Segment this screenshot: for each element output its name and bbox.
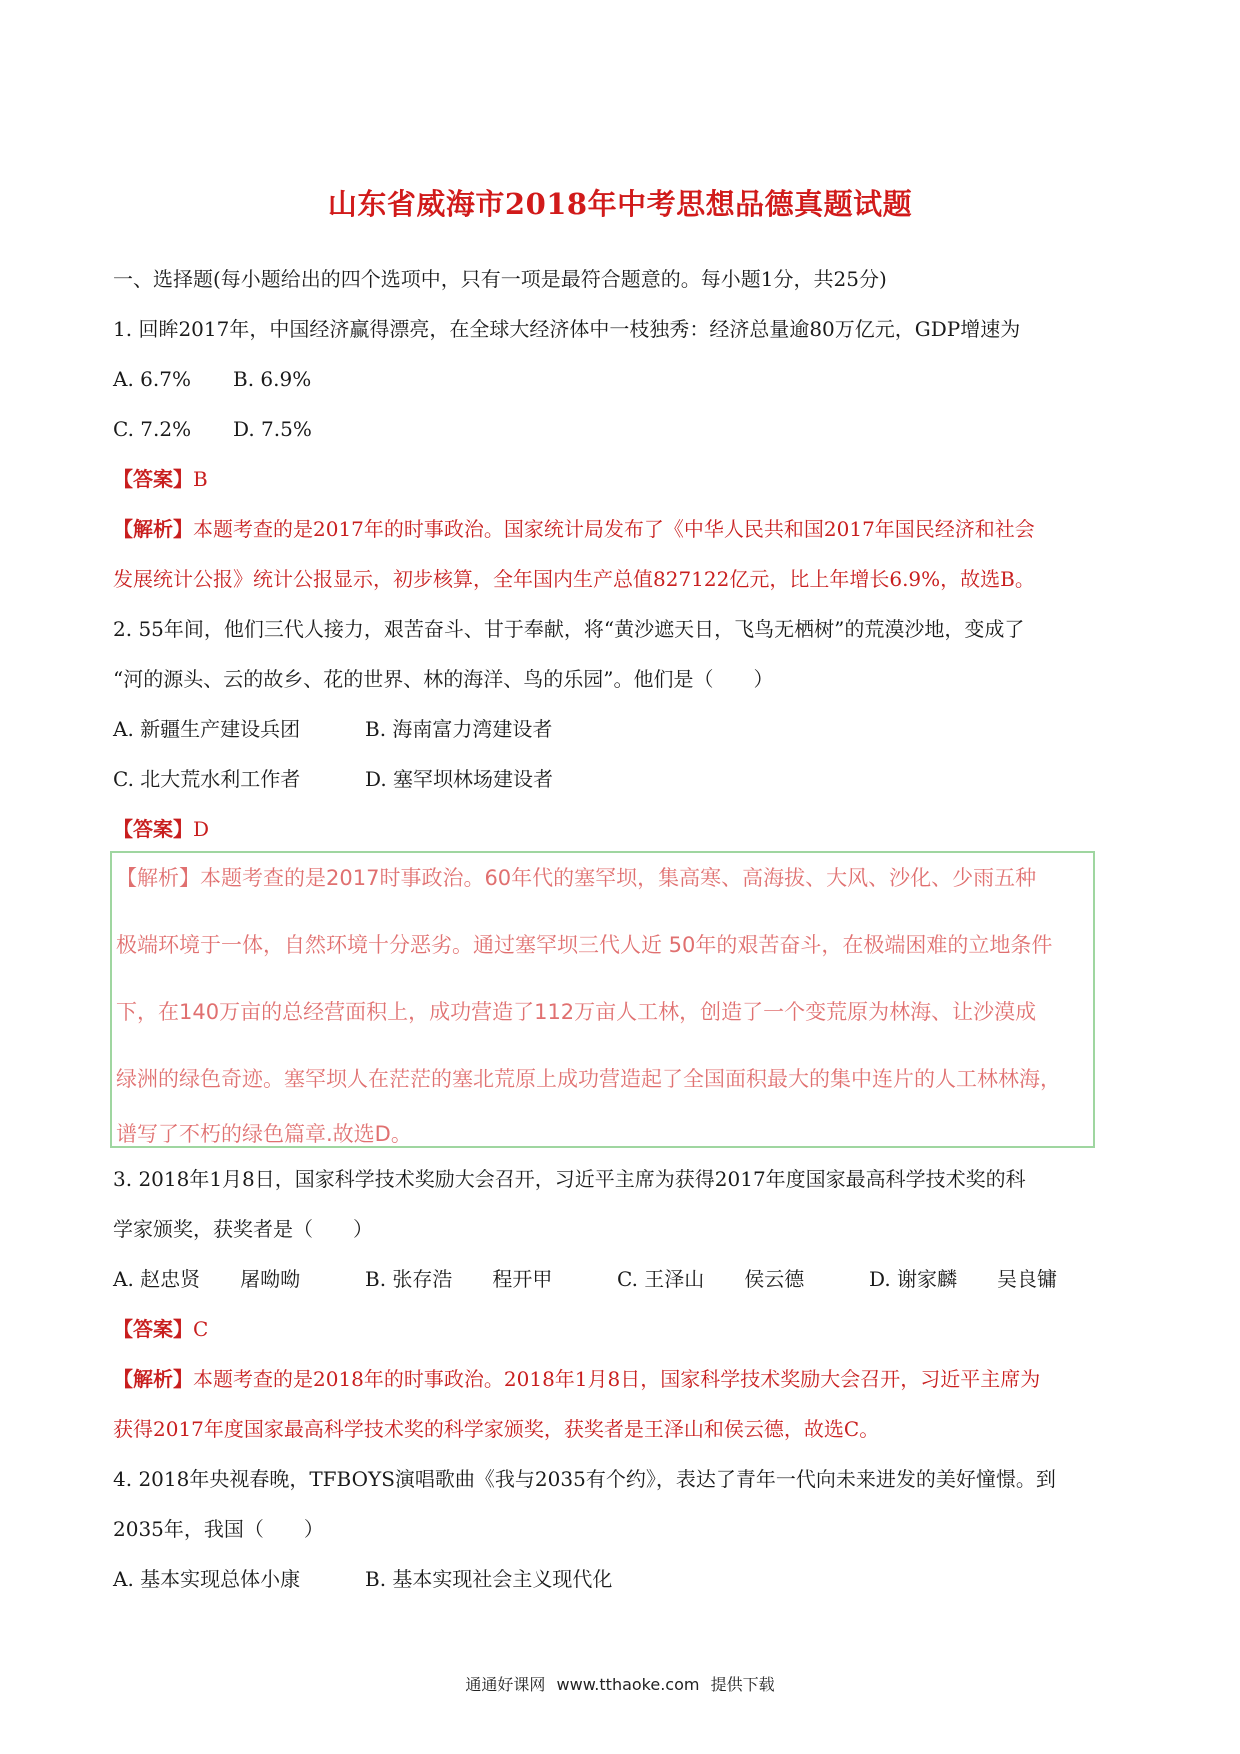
option-b: B. 6.9% bbox=[233, 367, 312, 391]
section-heading: 一、选择题(每小题给出的四个选项中，只有一项是最符合题意的。每小题1分，共25分) bbox=[113, 267, 887, 291]
question-2-stem-line-2: “河的源头、云的故乡、花的世界、林的海洋、鸟的乐园”。他们是（ ） bbox=[113, 667, 774, 691]
option-d: D. 塞罕坝林场建设者 bbox=[365, 767, 554, 791]
question-1-stem: 1. 回眸2017年，中国经济赢得漂亮，在全球大经济体中一枝独秀：经济总量逾80万亿元，GDP增速为 bbox=[113, 317, 1021, 341]
answer-tag: 【答案】 bbox=[113, 817, 193, 841]
analysis-box bbox=[110, 851, 1095, 1148]
answer-value: B bbox=[193, 467, 208, 491]
footer-suffix: 提供下载 bbox=[710, 1675, 775, 1694]
analysis-box-line: 【解析】本题考查的是2017时事政治。60年代的塞罕坝，集高寒、高海拔、大风、沙化、少雨五种 bbox=[116, 866, 1037, 890]
analysis-text: 本题考查的是2018年的时事政治。2018年1月8日，国家科学技术奖励大会召开，习近平主席为 bbox=[193, 1367, 1041, 1391]
analysis-tag: 【解析】 bbox=[113, 517, 193, 541]
analysis-box-line: 极端环境于一体，自然环境十分恶劣。通过塞罕坝三代人近 50年的艰苦奋斗，在极端困难的立地条件 bbox=[116, 933, 1053, 957]
question-2-stem-line-1: 2. 55年间，他们三代人接力，艰苦奋斗、甘于奉献，将“黄沙遮天日，飞鸟无栖树”的荒漠沙地，变成了 bbox=[113, 617, 1025, 641]
analysis-box-line: 绿洲的绿色奇迹。塞罕坝人在茫茫的塞北荒原上成功营造起了全国面积最大的集中连片的人工林林海， bbox=[116, 1067, 1061, 1091]
question-1-answer bbox=[113, 464, 1133, 494]
question-3-stem-line-2: 学家颁奖，获奖者是（ ） bbox=[113, 1217, 373, 1241]
option-b: B. 海南富力湾建设者 bbox=[365, 717, 553, 741]
answer-value: D bbox=[193, 817, 210, 841]
question-2-answer bbox=[113, 814, 1133, 844]
option-a: A. 赵忠贤 屠呦呦 bbox=[113, 1267, 301, 1291]
question-3-stem-line-1: 3. 2018年1月8日，国家科学技术奖励大会召开，习近平主席为获得2017年度国家最高科学技术奖的科 bbox=[113, 1167, 1026, 1191]
page-title: 山东省威海市2018年中考思想品德真题试题 bbox=[327, 187, 913, 221]
option-a: A. 基本实现总体小康 bbox=[113, 1567, 301, 1591]
question-3-analysis-line-1 bbox=[113, 1364, 1133, 1394]
option-d: D. 谢家麟 吴良镛 bbox=[869, 1267, 1058, 1291]
option-c: C. 北大荒水利工作者 bbox=[113, 767, 301, 791]
option-d: D. 7.5% bbox=[233, 417, 312, 441]
option-a: A. 6.7% bbox=[113, 367, 191, 391]
question-2-options-row-2 bbox=[113, 764, 553, 794]
answer-tag: 【答案】 bbox=[113, 467, 193, 491]
answer-value: C bbox=[193, 1317, 209, 1341]
option-a: A. 新疆生产建设兵团 bbox=[113, 717, 301, 741]
question-1-analysis-line-2: 发展统计公报》统计公报显示，初步核算，全年国内生产总值827122亿元，比上年增长6.9%，故选B。 bbox=[113, 567, 1035, 591]
question-4-stem-line-2: 2035年，我国（ ） bbox=[113, 1517, 324, 1541]
answer-tag: 【答案】 bbox=[113, 1317, 193, 1341]
analysis-box-line: 下，在140万亩的总经营面积上，成功营造了112万亩人工林，创造了一个变荒原为林海、让沙漠成 bbox=[116, 1000, 1037, 1024]
question-3-options bbox=[113, 1264, 1057, 1294]
question-3-analysis-line-2: 获得2017年度国家最高科学技术奖的科学家颁奖，获奖者是王泽山和侯云德，故选C。 bbox=[113, 1417, 880, 1441]
footer-site-name: 通通好课网 bbox=[465, 1675, 546, 1694]
analysis-tag: 【解析】 bbox=[113, 1367, 193, 1391]
question-1-analysis-line-1 bbox=[113, 514, 1133, 544]
option-b: B. 基本实现社会主义现代化 bbox=[365, 1567, 613, 1591]
question-4-stem-line-1: 4. 2018年央视春晚，TFBOYS演唱歌曲《我与2035有个约》，表达了青年一代向未来进发的美好憧憬。到 bbox=[113, 1467, 1056, 1491]
analysis-box-line: 谱写了不朽的绿色篇章.故选D。 bbox=[116, 1122, 412, 1146]
page-footer bbox=[0, 1672, 1240, 1695]
question-1-options-row-2 bbox=[113, 414, 312, 444]
option-b: B. 张存浩 程开甲 bbox=[365, 1267, 553, 1291]
option-c: C. 王泽山 侯云德 bbox=[617, 1267, 805, 1291]
option-c: C. 7.2% bbox=[113, 417, 192, 441]
footer-url-link[interactable]: www.tthaoke.com bbox=[556, 1675, 700, 1694]
question-3-answer bbox=[113, 1314, 1133, 1344]
analysis-text: 本题考查的是2017年的时事政治。国家统计局发布了《中华人民共和国2017年国民经济和社会 bbox=[193, 517, 1035, 541]
question-4-options-row-1 bbox=[113, 1564, 612, 1594]
question-2-options-row-1 bbox=[113, 714, 552, 744]
question-1-options-row-1 bbox=[113, 364, 311, 394]
